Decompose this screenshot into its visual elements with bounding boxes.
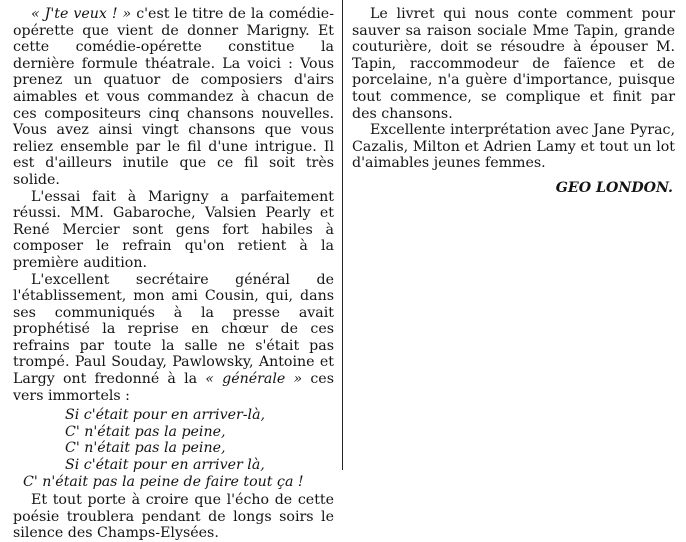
paragraph-echo: Et tout porte à croire que l'écho de cette poésie troublera pendant de longs soirs le silence des Champs-Elysées. — [13, 492, 334, 542]
generale-term: « générale » — [205, 371, 303, 388]
paragraph-secretary — [13, 272, 334, 405]
right-column — [352, 6, 675, 197]
verse-line: Si c'était pour en arriver-là, — [65, 407, 266, 424]
paragraph-secretary-text-b: ces vers immortels : — [13, 371, 334, 404]
verse-line: C' n'était pas la peine de faire tout ça ! — [23, 473, 304, 490]
paragraph-secretary-text-a: L'excellent secrétaire général de l'établissement, mon ami Cousin, qui, dans ses communiqués à la presse avait prophétisé la reprise en chœur de ces refrains par toute la salle ne s'était pas trompé. Paul Souday, Pawlowsky, Antoine et Largy ont fredonné à la — [13, 271, 334, 388]
paragraph-marigny: L'essai fait à Marigny a parfaitement réussi. MM. Gabaroche, Valsien Pearly et René Mercier sont gens fort habiles à composer le refrain qu'on retient à la première audition. — [13, 188, 334, 271]
author-signature: GEO LONDON. — [555, 179, 673, 196]
verse-line: C' n'était pas la peine, — [65, 423, 226, 440]
paragraph-cast: Excellente interprétation avec Jane Pyrac, Cazalis, Milton et Adrien Lamy et tout un lot d'aimables jeunes femmes. — [352, 122, 675, 172]
left-column — [13, 6, 334, 542]
verse-line: Si c'était pour en arriver là, — [65, 457, 265, 474]
paragraph-libretto: Le livret qui nous conte comment pour sauver sa raison sociale Mme Tapin, grande couturière, doit se résoudre à épouser M. Tapin, raccommodeur de faïence et de porcelaine, n'a guère d'importance, puisque tout commence, se complique et finit par des chansons. — [352, 6, 675, 122]
operetta-title: « J'te veux ! » — [31, 6, 132, 22]
verse-line: C' n'était pas la peine, — [65, 440, 226, 457]
paragraph-intro — [13, 6, 334, 189]
paragraph-intro-text: c'est le titre de la comédie-opérette que vient de donner Marigny. Et cette comédie-opérette constitue la dernière formule théatrale. La voici : Vous prenez un quatuor de composiers d'airs aimables et vous commandez à chacun de ces compositeurs cinq chansons nouvelles. Vous avez ainsi vingt chansons que vous reliez ensemble par le fil d'une intrigue. Il est d'ailleurs inutile que ce fil soit très solide. — [13, 6, 334, 188]
column-divider — [342, 0, 343, 470]
verse-block — [13, 407, 334, 490]
